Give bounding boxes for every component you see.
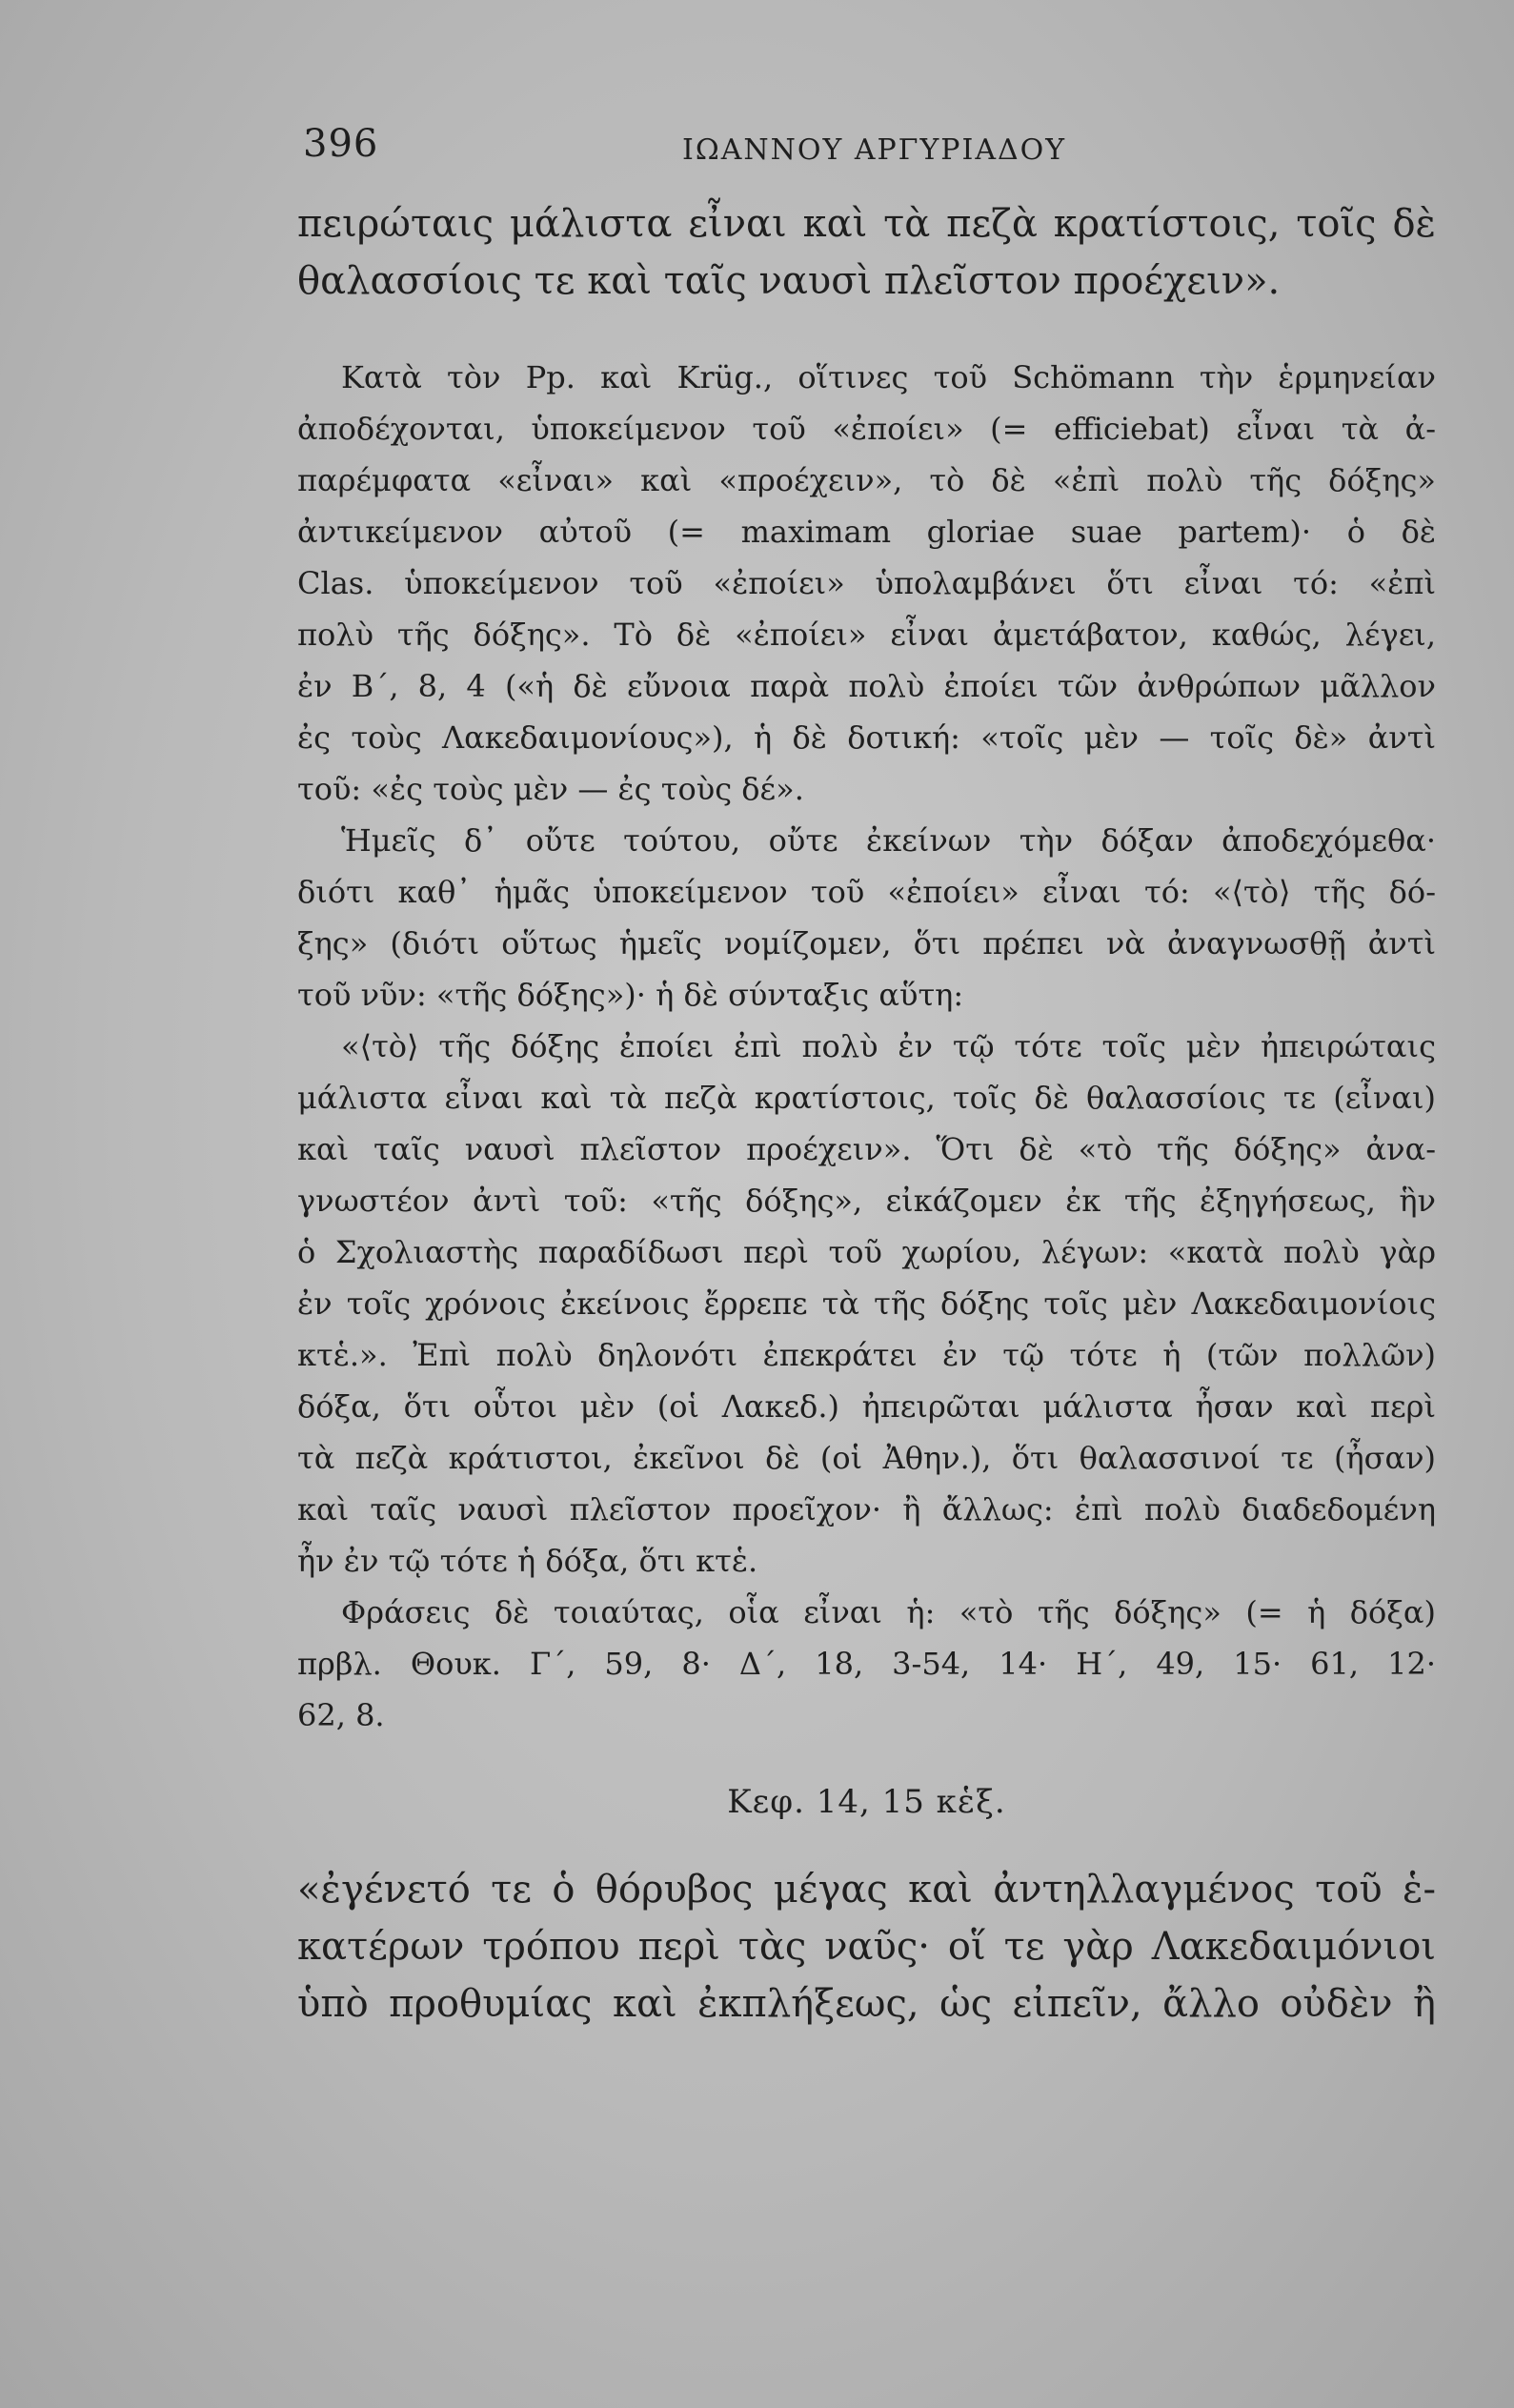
commentary-line: 62, 8. [297,1697,385,1733]
commentary-line: ξης» (διότι οὕτως ἡμεῖς νομίζομεν, ὅτι πρέπει νὰ ἀναγνωσθῇ ἀντὶ [297,925,1436,961]
commentary-line: τοῦ: «ἐς τοὺς μὲν — ἐς τοὺς δέ». [297,771,804,807]
page-number: 396 [303,122,379,166]
commentary-line: τοῦ νῦν: «τῆς δόξης»)· ἡ δὲ σύνταξις αὕτη: [297,977,964,1013]
commentary-line: ἐν Β΄, 8, 4 («ἡ δὲ εὔνοια παρὰ πολὺ ἐποίει τῶν ἀνθρώπων μᾶλλον [297,668,1436,704]
commentary-line: πρβλ. Θουκ. Γ΄, 59, 8· Δ΄, 18, 3-54, 14· Η΄, 49, 15· 61, 12· [297,1646,1436,1682]
commentary-line: δόξα, ὅτι οὗτοι μὲν (οἱ Λακεδ.) ἠπειρῶται μάλιστα ἦσαν καὶ περὶ [297,1388,1436,1425]
commentary-line: γνωστέον ἀντὶ τοῦ: «τῆς δόξης», εἰκάζομεν ἐκ τῆς ἐξηγήσεως, ἣν [297,1183,1436,1219]
commentary-line: ὁ Σχολιαστὴς παραδίδωσι περὶ τοῦ χωρίου, λέγων: «κατὰ πολὺ γὰρ [297,1234,1436,1270]
commentary-line: Κατὰ τὸν Pp. καὶ Krüg., οἵτινες τοῦ Schömann τὴν ἑρμηνείαν [341,359,1436,395]
commentary-line: κτἑ.». Ἐπὶ πολὺ δηλονότι ἐπεκράτει ἐν τῷ τότε ἡ (τῶν πολλῶν) [297,1337,1436,1373]
commentary-line: ἦν ἐν τῷ τότε ἡ δόξα, ὅτι κτἑ. [297,1543,758,1579]
commentary-line: ἐν τοῖς χρόνοις ἐκείνοις ἔρρεπε τὰ τῆς δόξης τοῖς μὲν Λακεδαιμονίοις [297,1285,1436,1322]
page-header [303,122,1427,179]
quote-line: πειρώταις μάλιστα εἶναι καὶ τὰ πεζὰ κρατίστοις, τοῖς δὲ [297,202,1436,246]
commentary-line: Φράσεις δὲ τοιαύτας, οἷα εἶναι ἡ: «τὸ τῆς δόξης» (= ἡ δόξα) [341,1594,1436,1630]
quote-line: θαλασσίοις τε καὶ ταῖς ναυσὶ πλεῖστον προέχειν». [297,259,1281,303]
quote-line: κατέρων τρόπου περὶ τὰς ναῦς· οἵ τε γὰρ Λακεδαιμόνιοι [297,1925,1436,1969]
text-block [297,195,1436,2033]
commentary-line: πολὺ τῆς δόξης». Τὸ δὲ «ἐποίει» εἶναι ἀμετάβατον, καθώς, λέγει, [297,617,1436,653]
commentary-line: ἀποδέχονται, ὑποκείμενον τοῦ «ἐποίει» (= efficiebat) εἶναι τὰ ἀ- [297,411,1436,447]
running-head: ΙΩΑΝΝΟΥ ΑΡΓΥΡΙΑΔΟΥ [682,133,1067,167]
commentary-line: Clas. ὑποκείμενον τοῦ «ἐποίει» ὑπολαμβάνει ὅτι εἶναι τό: «ἐπὶ [297,565,1436,601]
quote-line: «ἐγένετό τε ὁ θόρυβος μέγας καὶ ἀντηλλαγμένος τοῦ ἑ- [297,1868,1436,1912]
commentary-line: καὶ ταῖς ναυσὶ πλεῖστον προεῖχον· ἢ ἄλλως: ἐπὶ πολὺ διαδεδομένη [297,1491,1436,1528]
commentary-line: ἀντικείμενον αὐτοῦ (= maximam gloriae suae partem)· ὁ δὲ [297,514,1436,550]
commentary-line: «⟨τὸ⟩ τῆς δόξης ἐποίει ἐπὶ πολὺ ἐν τῷ τότε τοῖς μὲν ἠπειρώταις [341,1028,1436,1064]
commentary-line: καὶ ταῖς ναυσὶ πλεῖστον προέχειν». Ὅτι δὲ «τὸ τῆς δόξης» ἀνα- [297,1131,1436,1167]
commentary-line: παρέμφατα «εἶναι» καὶ «προέχειν», τὸ δὲ «ἐπὶ πολὺ τῆς δόξης» [297,462,1436,498]
section-heading: Κεφ. 14, 15 κἑξ. [727,1783,1006,1821]
commentary-line: τὰ πεζὰ κράτιστοι, ἐκεῖνοι δὲ (οἱ Ἀθην.), ὅτι θαλασσινοί τε (ἦσαν) [297,1440,1436,1476]
commentary-line: διότι καθ᾿ ἡμᾶς ὑποκείμενον τοῦ «ἐποίει» εἶναι τό: «⟨τὸ⟩ τῆς δό- [297,874,1436,910]
quote-line: ὑπὸ προθυμίας καὶ ἐκπλήξεως, ὡς εἰπεῖν, ἄλλο οὐδὲν ἢ [297,1982,1436,2026]
commentary-line: Ἡμεῖς δ᾿ οὔτε τούτου, οὔτε ἐκείνων τὴν δόξαν ἀποδεχόμεθα· [341,822,1436,859]
commentary-line: ἐς τοὺς Λακεδαιμονίους»), ἡ δὲ δοτική: «τοῖς μὲν — τοῖς δὲ» ἀντὶ [297,719,1436,756]
commentary-line: μάλιστα εἶναι καὶ τὰ πεζὰ κρατίστοις, τοῖς δὲ θαλασσίοις τε (εἶναι) [297,1080,1436,1116]
